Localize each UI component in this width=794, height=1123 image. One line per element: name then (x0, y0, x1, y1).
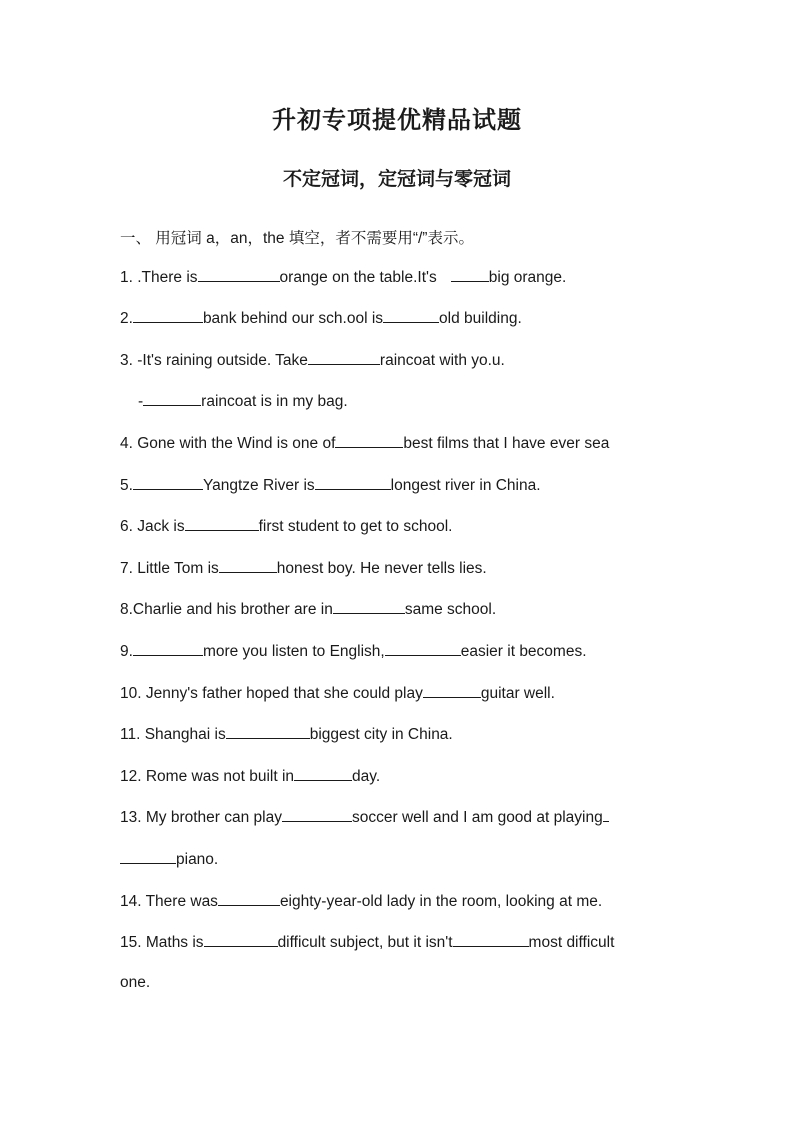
answer-blank (335, 433, 403, 448)
answer-blank (453, 932, 529, 947)
instruction: 一、 用冠词 a，an，the 填空，者不需要用“/”表示。 (120, 230, 474, 247)
answer-blank (226, 724, 310, 739)
answer-blank (423, 683, 481, 698)
answer-blank (333, 599, 405, 614)
question-2: 2. bank behind our sch.ool is old building. (120, 310, 522, 327)
page-subtitle: 不定冠词，定冠词与零冠词 (282, 168, 511, 190)
answer-blank (603, 807, 609, 822)
question-14: 14. There was eighty-year-old lady in the room, looking at me. (120, 893, 603, 910)
question-11: 11. Shanghai is biggest city in China. (120, 726, 453, 743)
answer-blank (294, 766, 352, 781)
question-15-continued: one. (120, 974, 151, 991)
question-13: 13. My brother can play soccer well and I am good at playing (120, 807, 609, 827)
question-10: 10. Jenny's father hoped that she could play guitar well. (120, 685, 555, 702)
answer-blank (133, 641, 203, 656)
answer-blank (143, 391, 201, 406)
answer-blank (218, 891, 280, 906)
question-6: 6. Jack is first student to get to school. (120, 518, 453, 535)
question-3: 3. -It's raining outside. Take raincoat with yo.u. (120, 352, 505, 369)
question-7: 7. Little Tom is honest boy. He never tells lies. (120, 560, 487, 577)
question-15: 15. Maths is difficult subject, but it isn't most difficult (120, 934, 615, 951)
page-title: 升初专项提优精品试题 (272, 105, 522, 134)
question-13-continued: piano. (120, 849, 218, 869)
answer-blank (451, 267, 489, 282)
question-1: 1. .There is orange on the table.It's big orange. (120, 269, 567, 286)
answer-blank (120, 849, 176, 864)
answer-blank (133, 308, 203, 323)
answer-blank (185, 516, 259, 531)
question-12: 12. Rome was not built in day. (120, 768, 381, 785)
question-4: 4. Gone with the Wind is one of best films that I have ever sea (120, 435, 610, 452)
question-3-response: - raincoat is in my bag. (138, 393, 348, 410)
question-5: 5. Yangtze River is longest river in China. (120, 477, 541, 494)
answer-blank (198, 267, 280, 282)
answer-blank (383, 308, 439, 323)
answer-blank (133, 475, 203, 490)
answer-blank (308, 350, 380, 365)
answer-blank (219, 558, 277, 573)
answer-blank (204, 932, 278, 947)
question-9: 9. more you listen to English, easier it becomes. (120, 643, 587, 660)
question-8: 8.Charlie and his brother are in same school. (120, 601, 497, 618)
answer-blank (282, 807, 352, 822)
answer-blank (385, 641, 461, 656)
answer-blank (315, 475, 391, 490)
